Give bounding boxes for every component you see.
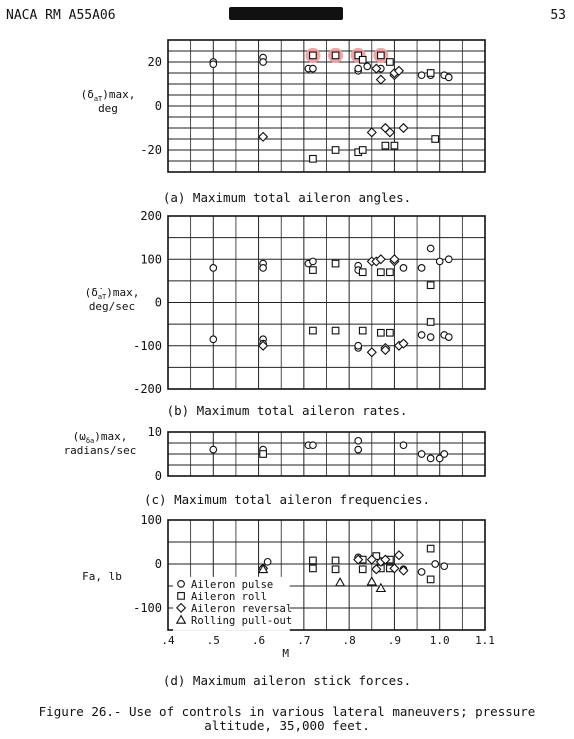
x-axis-label: M (282, 647, 290, 660)
y-tick-label: 100 (140, 252, 162, 267)
point-d-square (359, 566, 366, 573)
x-tick-label: .8 (342, 634, 356, 647)
caption-b: (b) Maximum total aileron rates. (166, 403, 408, 418)
y-tick-label: 100 (140, 513, 162, 527)
point-b-circle (400, 265, 407, 272)
point-d-square (332, 566, 339, 573)
point-c-circle (355, 438, 362, 445)
y-tick-label: -200 (133, 382, 162, 396)
point-d-circle (441, 563, 448, 570)
y-tick-label: 200 (140, 209, 162, 223)
point-a-circle (418, 72, 425, 79)
x-tick-label: .7 (297, 634, 311, 647)
document-id: NACA RM A55A06 (6, 8, 116, 23)
point-c-square (260, 451, 267, 458)
y-tick-label: -100 (133, 601, 162, 615)
point-a-square (387, 59, 394, 66)
point-b-circle (427, 245, 434, 252)
point-a-square (382, 142, 389, 149)
y-tick-label: 10 (147, 425, 162, 439)
legend-label: Aileron roll (191, 590, 267, 603)
point-b-square (359, 327, 366, 334)
y-tick-label: -100 (133, 338, 162, 353)
point-d-circle (432, 561, 439, 568)
point-a-square (332, 147, 339, 154)
point-b-circle (418, 332, 425, 339)
point-b-square (332, 260, 339, 267)
legend-label: Aileron pulse (191, 578, 274, 591)
point-b-square (427, 319, 434, 326)
point-d-circle (264, 559, 271, 566)
point-b-diamond (367, 348, 376, 357)
page-number: 53 (550, 8, 566, 23)
point-b-square (310, 327, 317, 334)
point-c-circle (418, 451, 425, 458)
x-tick-label: .6 (251, 634, 266, 647)
point-b-circle (445, 334, 452, 341)
point-b-square (310, 267, 317, 274)
x-tick-label: 1.0 (429, 634, 450, 647)
point-d-square (427, 545, 434, 552)
chart-c (168, 432, 485, 476)
point-b-square (387, 329, 394, 336)
point-a-square (359, 57, 366, 64)
y-axis-label: deg/sec (88, 300, 136, 313)
point-b-circle (210, 336, 217, 343)
point-a-square (310, 156, 317, 163)
point-c-circle (400, 442, 407, 449)
y-axis-label: deg (98, 102, 118, 115)
point-b-circle (436, 258, 443, 265)
point-b-circle (445, 256, 452, 263)
y-axis-label: radians/sec (63, 444, 137, 457)
point-a-square (378, 52, 385, 59)
point-b-circle (260, 265, 267, 272)
point-d-triangle (336, 578, 345, 586)
legend-marker-circle (178, 581, 185, 588)
y-tick-label: 0 (154, 469, 162, 483)
point-b-square (387, 269, 394, 276)
point-c-circle (355, 446, 362, 453)
point-d-square (310, 557, 317, 564)
point-c-circle (427, 455, 434, 462)
y-tick-label: 0 (154, 557, 162, 571)
caption-c: (c) Maximum total aileron frequencies. (144, 492, 430, 507)
point-b-square (427, 282, 434, 289)
figure-caption-line-2: altitude, 35,000 feet. (204, 718, 370, 733)
point-c-circle (441, 451, 448, 458)
point-c-circle (310, 442, 317, 449)
point-b-square (378, 269, 385, 276)
point-a-circle (364, 63, 371, 70)
y-axis-label: $(\deltȧ_{aT})\max$, (84, 286, 140, 301)
point-a-square (427, 70, 434, 77)
point-a-circle (210, 61, 217, 68)
point-b-circle (310, 258, 317, 265)
point-a-diamond (399, 124, 408, 133)
point-a-circle (260, 59, 267, 66)
caption-d: (d) Maximum aileron stick forces. (162, 673, 412, 688)
point-b-square (359, 269, 366, 276)
x-tick-label: .9 (387, 634, 402, 647)
point-b-circle (355, 342, 362, 349)
point-d-square (427, 576, 434, 583)
point-d-triangle (377, 584, 386, 592)
chart-b (168, 216, 485, 389)
y-tick-label: 20 (147, 55, 162, 69)
point-a-circle (445, 74, 452, 81)
point-a-circle (310, 65, 317, 72)
x-tick-label: .4 (161, 634, 175, 647)
point-d-square (332, 557, 339, 564)
point-a-circle (355, 65, 362, 72)
point-b-circle (210, 265, 217, 272)
point-b-circle (427, 334, 434, 341)
y-tick-label: -20 (140, 143, 162, 157)
x-tick-label: .5 (206, 634, 220, 647)
y-axis-label: Fa, lb (82, 570, 122, 583)
point-d-square (310, 565, 317, 572)
y-axis-label: $(\delta_{aT})\max$, (80, 88, 136, 103)
legend-label: Aileron reversal (191, 602, 293, 615)
legend-label: Rolling pull-out (191, 614, 293, 627)
y-axis-label: $(\omega_{\delta a})\max$, (72, 430, 128, 445)
point-a-diamond (377, 75, 386, 84)
y-tick-label: 0 (154, 99, 162, 113)
x-tick-label: 1.1 (475, 634, 495, 647)
point-b-square (332, 327, 339, 334)
point-a-square (332, 52, 339, 59)
point-d-diamond (395, 551, 404, 560)
y-tick-label: 0 (154, 295, 162, 310)
point-d-triangle (367, 577, 376, 585)
point-a-square (359, 147, 366, 154)
figure-caption-line-1: Figure 26.- Use of controls in various lateral maneuvers; pressure (38, 704, 536, 719)
point-a-square (432, 136, 439, 143)
point-b-circle (418, 265, 425, 272)
point-a-square (391, 142, 398, 149)
point-a-diamond (259, 133, 268, 142)
point-a-square (310, 52, 317, 59)
legend-marker-square (178, 593, 185, 600)
point-c-circle (210, 446, 217, 453)
caption-a: (a) Maximum total aileron angles. (162, 190, 412, 205)
point-b-square (378, 329, 385, 336)
point-d-circle (418, 569, 425, 576)
point-a-diamond (367, 128, 376, 137)
